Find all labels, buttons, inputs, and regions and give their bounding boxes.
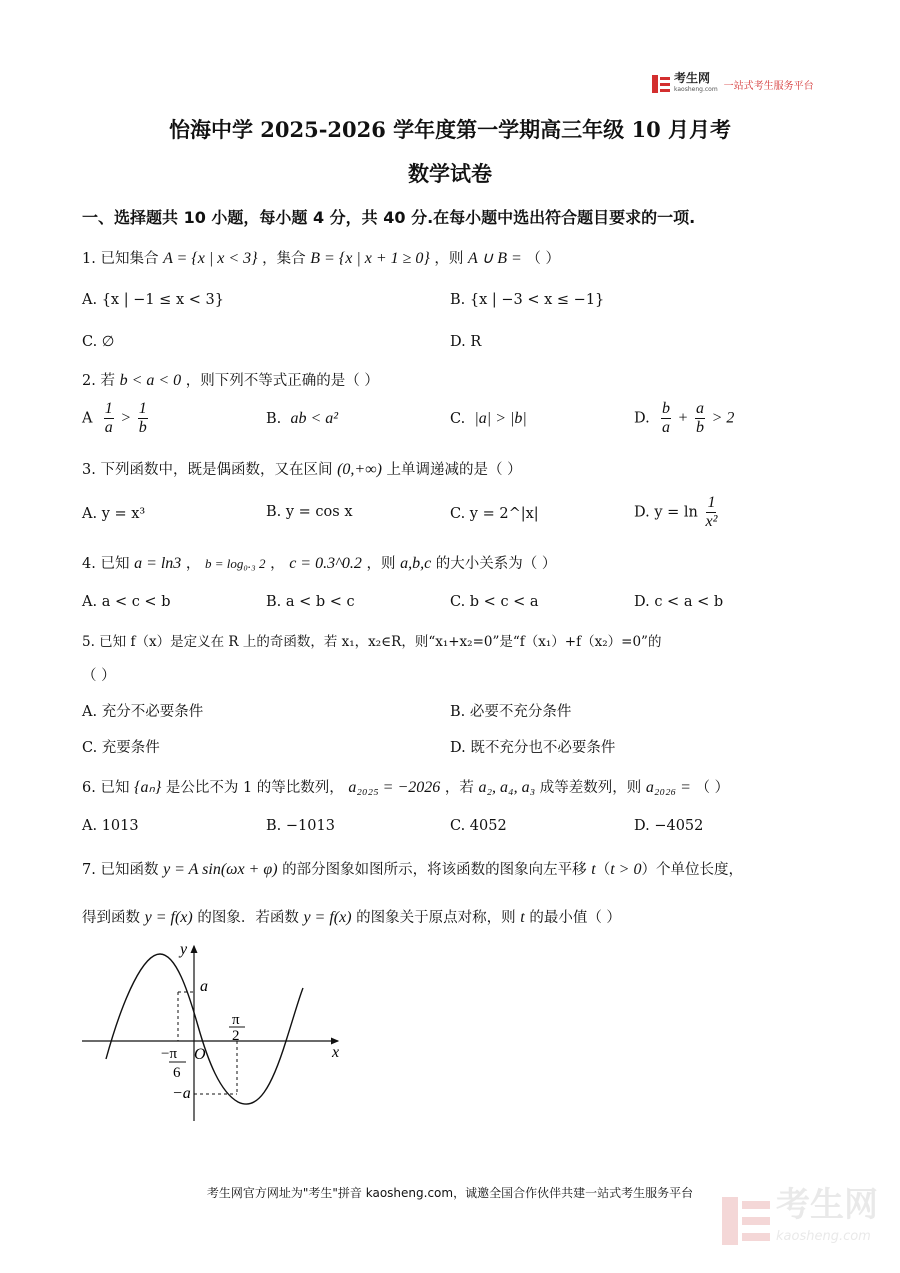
- section-heading: 一、选择题共 10 小题，每小题 4 分，共 40 分.在每小题中选出符合题目要求的一项.: [82, 208, 696, 227]
- question-1-option-b[interactable]: B. {x | −3 < x ≤ −1}: [450, 292, 605, 308]
- logo-name: 考生网 kaosheng.com: [674, 71, 718, 93]
- y-axis-label: y: [180, 941, 188, 958]
- question-3-stem: 3. 下列函数中，既是偶函数，又在区间 (0,+∞) 上单调递减的是（ ）: [82, 461, 522, 478]
- question-7-stem-cont: 得到函数 y = f(x) 的图象．若函数 y = f(x) 的图象关于原点对称，则 t 的最小值（ ）: [82, 909, 621, 926]
- label-neg-pi: −π: [161, 1046, 178, 1062]
- question-6-stem: 6. 已知 {aₙ} 是公比不为 1 的等比数列， a₂₀₂₅ = −2026 ，若 a₂, a₄, a₃ 成等差数列，则 a₂₀₂₆ = （ ）: [82, 779, 730, 796]
- label-a: a: [200, 978, 208, 995]
- label-pi: π: [232, 1012, 240, 1028]
- question-2-option-d[interactable]: D. $\frac{b}{a}$ + $\frac{a}{b}$ > 2: [634, 400, 735, 436]
- origin-label: O: [194, 1046, 206, 1063]
- kaosheng-logo-icon: [652, 75, 670, 93]
- watermark-text: 考生网 kaosheng.com: [776, 1185, 878, 1244]
- question-5-stem-cont: （ ）: [82, 668, 116, 684]
- question-6-option-a[interactable]: A. 1013: [82, 818, 139, 834]
- question-6-option-d[interactable]: D. −4052: [634, 818, 704, 834]
- question-4-option-c[interactable]: C. b < c < a: [450, 594, 539, 610]
- watermark-logo-icon: [722, 1197, 770, 1245]
- watermark: [722, 1185, 878, 1253]
- question-6-option-c[interactable]: C. 4052: [450, 818, 507, 834]
- question-2-option-a[interactable]: A $\frac{1}{a}$ > $\frac{1}{b}$: [82, 400, 147, 436]
- sine-curve: [106, 954, 303, 1104]
- x-axis-label: x: [332, 1044, 340, 1061]
- question-1-option-d[interactable]: D. R: [450, 334, 482, 350]
- question-4-option-d[interactable]: D. c < a < b: [634, 594, 724, 610]
- question-5-option-c[interactable]: C. 充要条件: [82, 740, 160, 756]
- question-3-option-d[interactable]: D. y = ln $\frac{1}{\text{x²}}$: [634, 494, 718, 530]
- question-2-option-c[interactable]: C. |a| > |b|: [450, 410, 527, 427]
- question-3-option-c[interactable]: C. y = 2^|x|: [450, 506, 539, 522]
- label-6: 6: [173, 1065, 181, 1081]
- question-1-stem: 1. 已知集合 A = {x | x < 3} ，集合 B = {x | x + 1 ≥ 0} ，则 A ∪ B = （ ）: [82, 250, 561, 267]
- question-5-option-d[interactable]: D. 既不充分也不必要条件: [450, 740, 616, 756]
- label-neg-a: −a: [172, 1085, 191, 1102]
- question-4-option-a[interactable]: A. a < c < b: [82, 594, 171, 610]
- question-3-option-a[interactable]: A. y = x³: [82, 506, 146, 522]
- exam-subtitle: 数学试卷: [408, 161, 492, 186]
- exam-title: 怡海中学 2025-2026 学年度第一学期高三年级 10 月月考: [168, 117, 732, 142]
- label-2: 2: [232, 1028, 240, 1044]
- question-6-option-b[interactable]: B. −1013: [266, 818, 335, 834]
- question-2-option-b[interactable]: B. ab < a²: [266, 410, 339, 427]
- footer-text: 考生网官方网址为"考生"拼音 kaosheng.com，诚邀全国合作伙伴共建一站式考生服务平台: [206, 1186, 694, 1200]
- question-1-option-c[interactable]: C. ∅: [82, 334, 115, 350]
- question-7-stem: 7. 已知函数 y = A sin(ωx + φ) 的部分图象如图所示，将该函数的图象向左平移 t（t > 0）个单位长度，: [82, 861, 743, 878]
- logo-slogan: 一站式考生服务平台: [723, 80, 814, 92]
- question-7-sine-graph: [76, 936, 366, 1126]
- question-1-option-a[interactable]: A. {x | −1 ≤ x < 3}: [82, 292, 224, 308]
- question-4-stem: 4. 已知 a = ln3 ， b = log₀.₃ 2 ， c = 0.3^0.2 ，则 a,b,c 的大小关系为（ ）: [82, 555, 557, 572]
- question-4-option-b[interactable]: B. a < b < c: [266, 594, 355, 610]
- question-5-option-a[interactable]: A. 充分不必要条件: [82, 704, 204, 720]
- question-3-option-b[interactable]: B. y = cos x: [266, 504, 353, 520]
- header-logo: [652, 71, 814, 94]
- question-2-stem: 2. 若 b < a < 0 ，则下列不等式正确的是（ ）: [82, 372, 379, 389]
- question-5-stem: 5. 已知 f（x）是定义在 R 上的奇函数，若 x₁，x₂∈R，则“x₁+x₂=0”是“f（x₁）+f（x₂）=0”的: [82, 634, 662, 650]
- question-5-option-b[interactable]: B. 必要不充分条件: [450, 704, 572, 720]
